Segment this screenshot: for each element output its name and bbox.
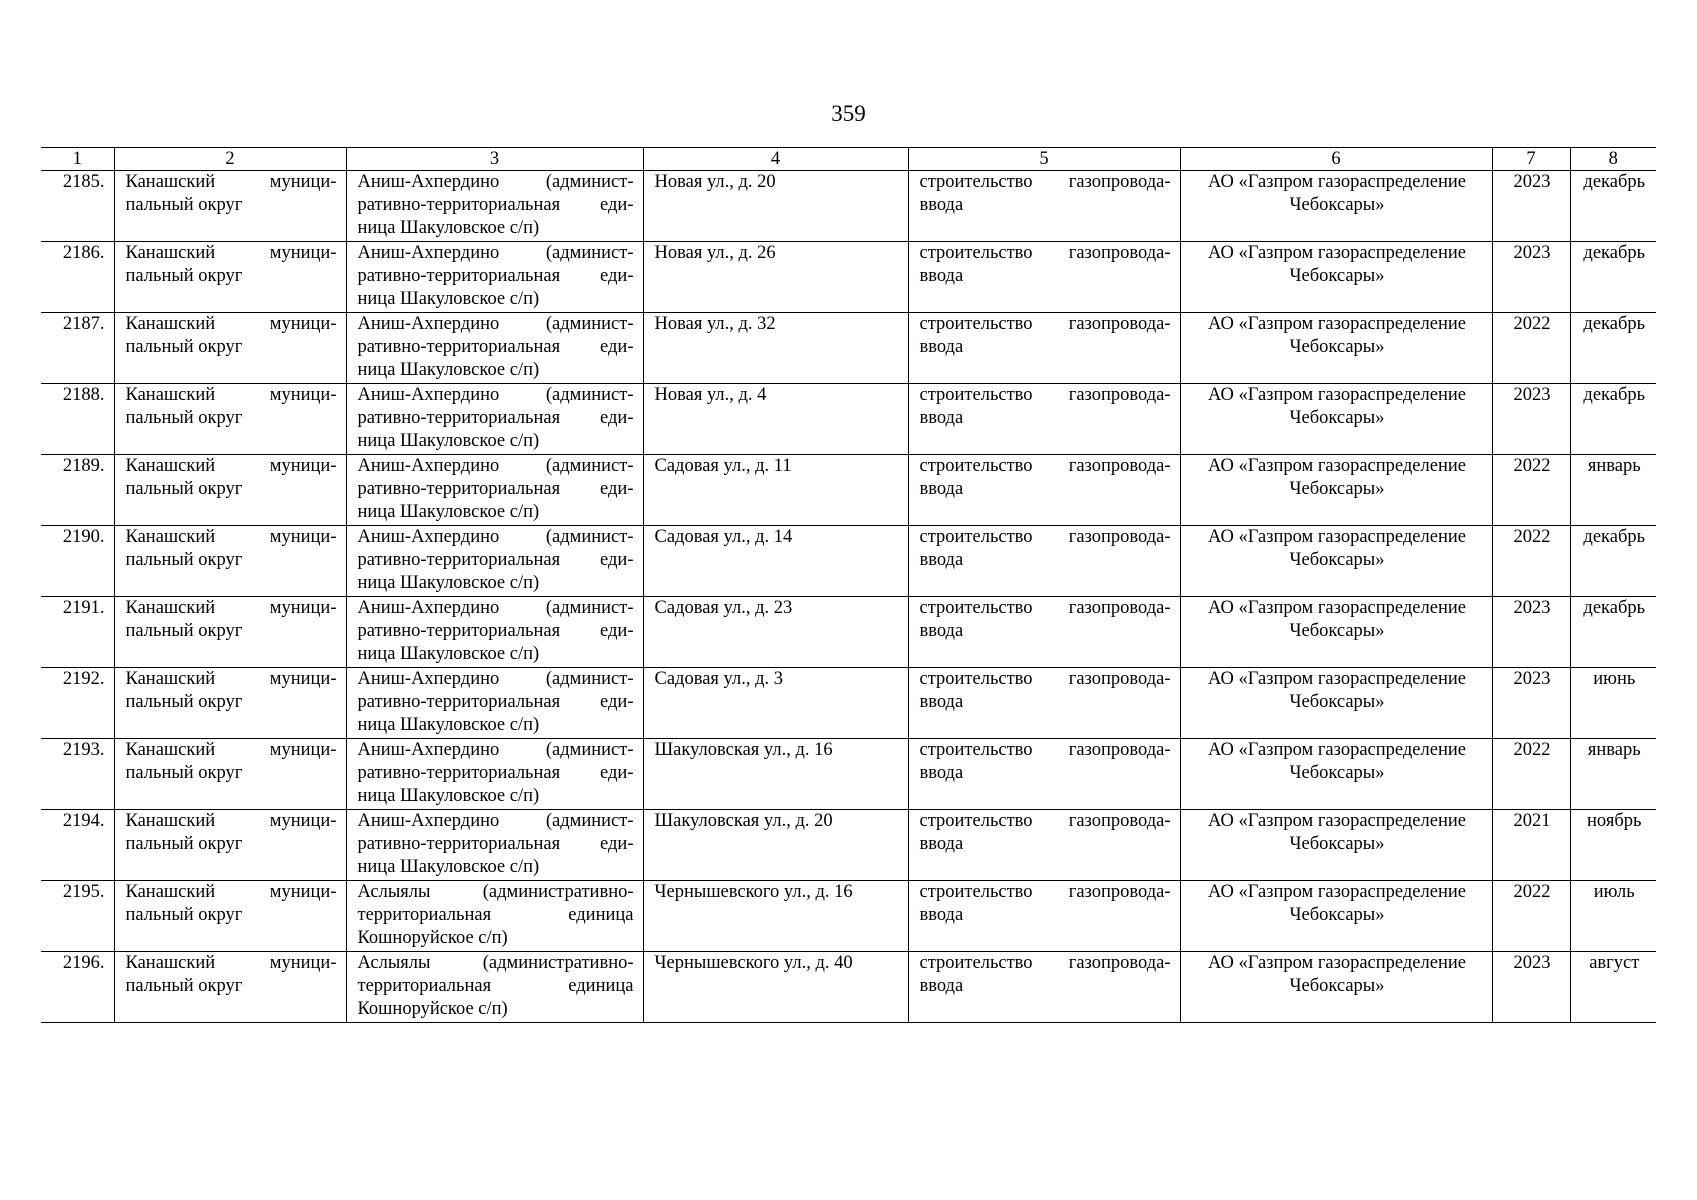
organization-cell: АО «Газпром газораспределение Чебоксары»: [1180, 384, 1492, 455]
cell-line: Аслыялы (административно-: [357, 953, 634, 973]
district-cell: [114, 597, 346, 668]
year-cell: 2023: [1492, 242, 1570, 313]
table-row: [41, 171, 1656, 242]
cell-line: территориальная единица: [357, 905, 634, 925]
locality-cell: [346, 313, 643, 384]
organization-cell: АО «Газпром газораспределение Чебоксары»: [1180, 313, 1492, 384]
cell-line: пальный округ: [125, 408, 243, 428]
cell-line: ввода: [919, 195, 964, 215]
address-cell: Садовая ул., д. 14: [643, 526, 908, 597]
cell-line: Канашский муници-: [125, 456, 337, 476]
year-cell: 2023: [1492, 952, 1570, 1023]
locality-cell: [346, 242, 643, 313]
cell-line: пальный округ: [125, 195, 243, 215]
cell-line: строительство газопровода-: [919, 243, 1171, 263]
month-cell: декабрь: [1570, 526, 1656, 597]
table-row: [41, 384, 1656, 455]
locality-cell: [346, 668, 643, 739]
organization-cell: АО «Газпром газораспределение Чебоксары»: [1180, 952, 1492, 1023]
row-number-cell: 2189.: [41, 455, 114, 526]
cell-line: ративно-территориальная еди-: [357, 479, 634, 499]
organization-cell: АО «Газпром газораспределение Чебоксары»: [1180, 739, 1492, 810]
cell-line: Аниш-Ахпердино (админист-: [357, 811, 634, 831]
cell-line: пальный округ: [125, 479, 243, 499]
cell-line: Аслыялы (административно-: [357, 882, 634, 902]
row-number-cell: 2192.: [41, 668, 114, 739]
cell-line: ница Шакуловское с/п): [357, 360, 540, 380]
cell-line: Канашский муници-: [125, 669, 337, 689]
row-number-cell: 2191.: [41, 597, 114, 668]
month-cell: декабрь: [1570, 313, 1656, 384]
month-cell: январь: [1570, 455, 1656, 526]
month-cell: декабрь: [1570, 171, 1656, 242]
cell-line: ративно-территориальная еди-: [357, 408, 634, 428]
row-number-cell: 2194.: [41, 810, 114, 881]
address-cell: Шакуловская ул., д. 16: [643, 739, 908, 810]
row-number-cell: 2185.: [41, 171, 114, 242]
table-row: [41, 455, 1656, 526]
row-number-cell: 2195.: [41, 881, 114, 952]
cell-line: ративно-территориальная еди-: [357, 692, 634, 712]
table-row: [41, 526, 1656, 597]
organization-cell: АО «Газпром газораспределение Чебоксары»: [1180, 455, 1492, 526]
row-number-cell: 2196.: [41, 952, 114, 1023]
cell-line: ница Шакуловское с/п): [357, 218, 540, 238]
cell-line: Канашский муници-: [125, 740, 337, 760]
column-header-7: 7: [1492, 148, 1570, 171]
year-cell: 2022: [1492, 739, 1570, 810]
organization-cell: АО «Газпром газораспределение Чебоксары»: [1180, 597, 1492, 668]
row-number-cell: 2187.: [41, 313, 114, 384]
organization-cell: АО «Газпром газораспределение Чебоксары»: [1180, 526, 1492, 597]
year-cell: 2023: [1492, 597, 1570, 668]
cell-line: ница Шакуловское с/п): [357, 502, 540, 522]
cell-line: ница Шакуловское с/п): [357, 289, 540, 309]
cell-line: ративно-территориальная еди-: [357, 266, 634, 286]
cell-line: пальный округ: [125, 905, 243, 925]
address-cell: Садовая ул., д. 23: [643, 597, 908, 668]
address-cell: Шакуловская ул., д. 20: [643, 810, 908, 881]
cell-line: ративно-территориальная еди-: [357, 763, 634, 783]
month-cell: январь: [1570, 739, 1656, 810]
column-header-6: 6: [1180, 148, 1492, 171]
locality-cell: [346, 171, 643, 242]
cell-line: Кошноруйское с/п): [357, 999, 508, 1019]
cell-line: ративно-территориальная еди-: [357, 550, 634, 570]
cell-line: Аниш-Ахпердино (админист-: [357, 385, 634, 405]
organization-cell: АО «Газпром газораспределение Чебоксары»: [1180, 242, 1492, 313]
cell-line: ввода: [919, 834, 964, 854]
cell-line: пальный округ: [125, 266, 243, 286]
month-cell: август: [1570, 952, 1656, 1023]
address-cell: Садовая ул., д. 11: [643, 455, 908, 526]
table-row: [41, 242, 1656, 313]
data-table: [41, 147, 1656, 1023]
cell-line: Канашский муници-: [125, 314, 337, 334]
cell-line: Аниш-Ахпердино (админист-: [357, 740, 634, 760]
work-type-cell: [908, 668, 1180, 739]
cell-line: ввода: [919, 976, 964, 996]
district-cell: [114, 668, 346, 739]
table-row: [41, 881, 1656, 952]
district-cell: [114, 242, 346, 313]
work-type-cell: [908, 739, 1180, 810]
address-cell: Новая ул., д. 4: [643, 384, 908, 455]
cell-line: ративно-территориальная еди-: [357, 337, 634, 357]
organization-cell: АО «Газпром газораспределение Чебоксары»: [1180, 881, 1492, 952]
year-cell: 2022: [1492, 526, 1570, 597]
cell-line: Кошноруйское с/п): [357, 928, 508, 948]
work-type-cell: [908, 952, 1180, 1023]
column-header-3: 3: [346, 148, 643, 171]
cell-line: строительство газопровода-: [919, 456, 1171, 476]
work-type-cell: [908, 242, 1180, 313]
cell-line: Канашский муници-: [125, 243, 337, 263]
row-number-cell: 2188.: [41, 384, 114, 455]
cell-line: Канашский муници-: [125, 385, 337, 405]
address-cell: Новая ул., д. 32: [643, 313, 908, 384]
work-type-cell: [908, 455, 1180, 526]
row-number-cell: 2193.: [41, 739, 114, 810]
table-row: [41, 597, 1656, 668]
cell-line: строительство газопровода-: [919, 527, 1171, 547]
cell-line: Аниш-Ахпердино (админист-: [357, 172, 634, 192]
cell-line: строительство газопровода-: [919, 882, 1171, 902]
district-cell: [114, 810, 346, 881]
cell-line: Аниш-Ахпердино (админист-: [357, 314, 634, 334]
cell-line: ница Шакуловское с/п): [357, 715, 540, 735]
cell-line: строительство газопровода-: [919, 740, 1171, 760]
month-cell: декабрь: [1570, 597, 1656, 668]
locality-cell: [346, 739, 643, 810]
locality-cell: [346, 597, 643, 668]
address-cell: Чернышевского ул., д. 16: [643, 881, 908, 952]
table-body: [41, 171, 1656, 1023]
cell-line: ввода: [919, 692, 964, 712]
cell-line: ративно-территориальная еди-: [357, 834, 634, 854]
cell-line: пальный округ: [125, 976, 243, 996]
cell-line: строительство газопровода-: [919, 172, 1171, 192]
district-cell: [114, 881, 346, 952]
table-row: [41, 739, 1656, 810]
page-number: 359: [831, 101, 866, 126]
cell-line: Канашский муници-: [125, 172, 337, 192]
address-cell: Новая ул., д. 20: [643, 171, 908, 242]
table-row: [41, 810, 1656, 881]
cell-line: строительство газопровода-: [919, 953, 1171, 973]
year-cell: 2023: [1492, 384, 1570, 455]
cell-line: Канашский муници-: [125, 811, 337, 831]
district-cell: [114, 455, 346, 526]
locality-cell: [346, 455, 643, 526]
table-row: [41, 952, 1656, 1023]
cell-line: пальный округ: [125, 692, 243, 712]
table-row: [41, 313, 1656, 384]
row-number-cell: 2190.: [41, 526, 114, 597]
work-type-cell: [908, 597, 1180, 668]
cell-line: Канашский муници-: [125, 527, 337, 547]
cell-line: ница Шакуловское с/п): [357, 644, 540, 664]
district-cell: [114, 313, 346, 384]
cell-line: пальный округ: [125, 550, 243, 570]
address-cell: Чернышевского ул., д. 40: [643, 952, 908, 1023]
cell-line: строительство газопровода-: [919, 811, 1171, 831]
work-type-cell: [908, 526, 1180, 597]
year-cell: 2022: [1492, 455, 1570, 526]
year-cell: 2022: [1492, 881, 1570, 952]
column-header-2: 2: [114, 148, 346, 171]
locality-cell: [346, 810, 643, 881]
cell-line: пальный округ: [125, 834, 243, 854]
table-row: [41, 668, 1656, 739]
cell-line: ница Шакуловское с/п): [357, 573, 540, 593]
month-cell: декабрь: [1570, 242, 1656, 313]
cell-line: пальный округ: [125, 621, 243, 641]
month-cell: июль: [1570, 881, 1656, 952]
column-header-1: 1: [41, 148, 114, 171]
row-number-cell: 2186.: [41, 242, 114, 313]
district-cell: [114, 952, 346, 1023]
month-cell: ноябрь: [1570, 810, 1656, 881]
work-type-cell: [908, 171, 1180, 242]
cell-line: Канашский муници-: [125, 598, 337, 618]
column-header-8: 8: [1570, 148, 1656, 171]
locality-cell: [346, 384, 643, 455]
month-cell: декабрь: [1570, 384, 1656, 455]
work-type-cell: [908, 881, 1180, 952]
cell-line: Канашский муници-: [125, 882, 337, 902]
cell-line: Аниш-Ахпердино (админист-: [357, 243, 634, 263]
district-cell: [114, 526, 346, 597]
column-header-4: 4: [643, 148, 908, 171]
cell-line: ративно-территориальная еди-: [357, 195, 634, 215]
cell-line: Аниш-Ахпердино (админист-: [357, 669, 634, 689]
cell-line: Аниш-Ахпердино (админист-: [357, 598, 634, 618]
year-cell: 2021: [1492, 810, 1570, 881]
cell-line: ввода: [919, 479, 964, 499]
year-cell: 2023: [1492, 668, 1570, 739]
work-type-cell: [908, 384, 1180, 455]
cell-line: ница Шакуловское с/п): [357, 857, 540, 877]
cell-line: ввода: [919, 763, 964, 783]
work-type-cell: [908, 810, 1180, 881]
address-cell: Новая ул., д. 26: [643, 242, 908, 313]
organization-cell: АО «Газпром газораспределение Чебоксары»: [1180, 668, 1492, 739]
year-cell: 2022: [1492, 313, 1570, 384]
cell-line: строительство газопровода-: [919, 669, 1171, 689]
cell-line: ввода: [919, 266, 964, 286]
cell-line: ница Шакуловское с/п): [357, 786, 540, 806]
organization-cell: АО «Газпром газораспределение Чебоксары»: [1180, 171, 1492, 242]
cell-line: строительство газопровода-: [919, 385, 1171, 405]
cell-line: Аниш-Ахпердино (админист-: [357, 527, 634, 547]
district-cell: [114, 171, 346, 242]
locality-cell: [346, 526, 643, 597]
cell-line: ввода: [919, 550, 964, 570]
cell-line: ввода: [919, 905, 964, 925]
cell-line: строительство газопровода-: [919, 314, 1171, 334]
district-cell: [114, 739, 346, 810]
address-cell: Садовая ул., д. 3: [643, 668, 908, 739]
column-header-5: 5: [908, 148, 1180, 171]
year-cell: 2023: [1492, 171, 1570, 242]
cell-line: ввода: [919, 408, 964, 428]
cell-line: территориальная единица: [357, 976, 634, 996]
month-cell: июнь: [1570, 668, 1656, 739]
cell-line: Канашский муници-: [125, 953, 337, 973]
cell-line: пальный округ: [125, 763, 243, 783]
district-cell: [114, 384, 346, 455]
organization-cell: АО «Газпром газораспределение Чебоксары»: [1180, 810, 1492, 881]
table-header-row: [41, 148, 1656, 171]
locality-cell: [346, 881, 643, 952]
locality-cell: [346, 952, 643, 1023]
cell-line: ративно-территориальная еди-: [357, 621, 634, 641]
cell-line: пальный округ: [125, 337, 243, 357]
cell-line: Аниш-Ахпердино (админист-: [357, 456, 634, 476]
cell-line: ввода: [919, 621, 964, 641]
work-type-cell: [908, 313, 1180, 384]
cell-line: строительство газопровода-: [919, 598, 1171, 618]
cell-line: ввода: [919, 337, 964, 357]
cell-line: ница Шакуловское с/п): [357, 431, 540, 451]
